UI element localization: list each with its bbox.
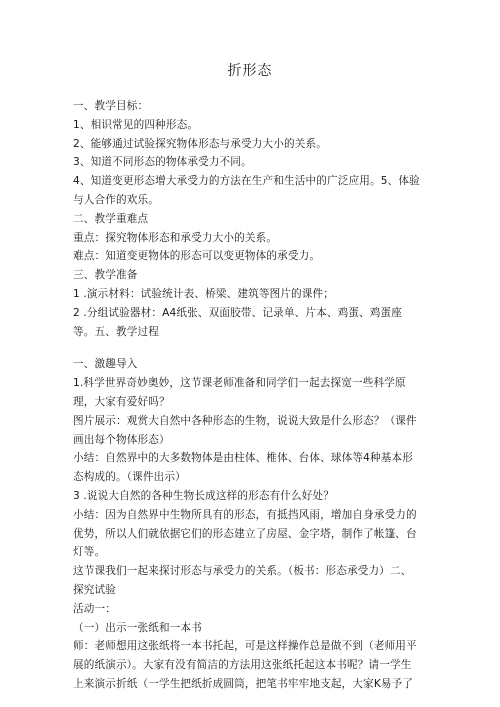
paragraph-line: 3 .说说大自然的各种生物长成这样的形态有什么好处？ xyxy=(73,489,335,502)
paragraph-line: 这节课我们一起来探讨形态与承受力的关系。（板书：形态承受力）二、 xyxy=(73,565,412,578)
activity-step: （一）出示一张纸和一本书 xyxy=(73,621,202,634)
paragraph-line: 小结：因为自然界中生物所具有的形态，有抵挡风雨，增加自身承受力的 xyxy=(73,508,417,521)
preparation-2-continued: 等。五、教学过程 xyxy=(73,325,159,338)
objective-4-5: 4、知道变更形态增大承受力的方法在生产和生活中的广泛应用。5、体验 xyxy=(73,175,420,188)
difficult-point: 难点：知道变更物体的形态可以变更物体的承受力。 xyxy=(73,250,321,263)
section-heading-objectives: 一、教学目标： xyxy=(73,100,149,112)
activity-heading: 活动一： xyxy=(73,602,116,615)
paragraph-line: 上来演示折纸（一学生把纸折成圆筒，把笔书牢牢地支起，大家K易予了 xyxy=(73,677,414,690)
paragraph-line: 理，大家有爱好吗？ xyxy=(73,395,170,408)
preparation-2: 2 .分组试验器材：A4纸张、双面胶带、记录单、片本、鸡蛋、鸡蛋座 xyxy=(73,306,403,319)
section-heading-introduction: 一、激趣导入 xyxy=(73,358,138,371)
paragraph-line: 展的纸演示）。大家有没有简洁的方法用这张纸托起这本书呢？请一学生 xyxy=(73,659,412,672)
preparation-1: 1 .演示材料：试验统计表、桥梁、建筑等图片的课件； xyxy=(73,287,335,300)
paragraph-line: 画出每个物体形态） xyxy=(73,433,170,446)
key-point: 重点：探究物体形态和承受力大小的关系。 xyxy=(73,231,278,244)
section-heading-key-points: 二、教学重难点 xyxy=(73,212,149,225)
document-body xyxy=(73,97,443,694)
paragraph-line: 师：老师想用这张纸将一本书托起，可是这样操作总是做不到（老师用平 xyxy=(73,640,417,653)
paragraph-line: 1.科学世界奇妙奥妙，这节课老师准备和同学们一起去探宽一些科学原 xyxy=(73,377,406,390)
blank-line xyxy=(73,341,443,355)
objective-3: 3、知道不同形态的物体承受力不同。 xyxy=(73,156,252,169)
paragraph-line: 态构成的。（课件出示） xyxy=(73,471,186,484)
objective-1: 1、相识常见的四种形态。 xyxy=(73,118,199,131)
objective-2: 2、能够通过试验探究物体形态与承受力大小的关系。 xyxy=(73,137,327,150)
document-title: 折形态 xyxy=(227,63,273,79)
section-heading-experiment: 探究试验 xyxy=(73,583,116,596)
paragraph-line: 优势，所以人们就依据它们的形态建立了房屋、金字塔，制作了帐篷、台 xyxy=(73,527,417,540)
objective-5-continued: 与人合作的欢乐。 xyxy=(73,193,159,206)
section-heading-preparation: 三、教学准备 xyxy=(73,269,138,282)
paragraph-line: 小结：自然界中的大多数物体是由柱体、椎体、台体、球体等4种基本形 xyxy=(73,452,413,465)
paragraph-line: 灯等。 xyxy=(73,546,106,559)
paragraph-line: 图片展示：观赏大自然中各种形态的生物，说说大致是什么形态？（课件 xyxy=(73,414,417,427)
